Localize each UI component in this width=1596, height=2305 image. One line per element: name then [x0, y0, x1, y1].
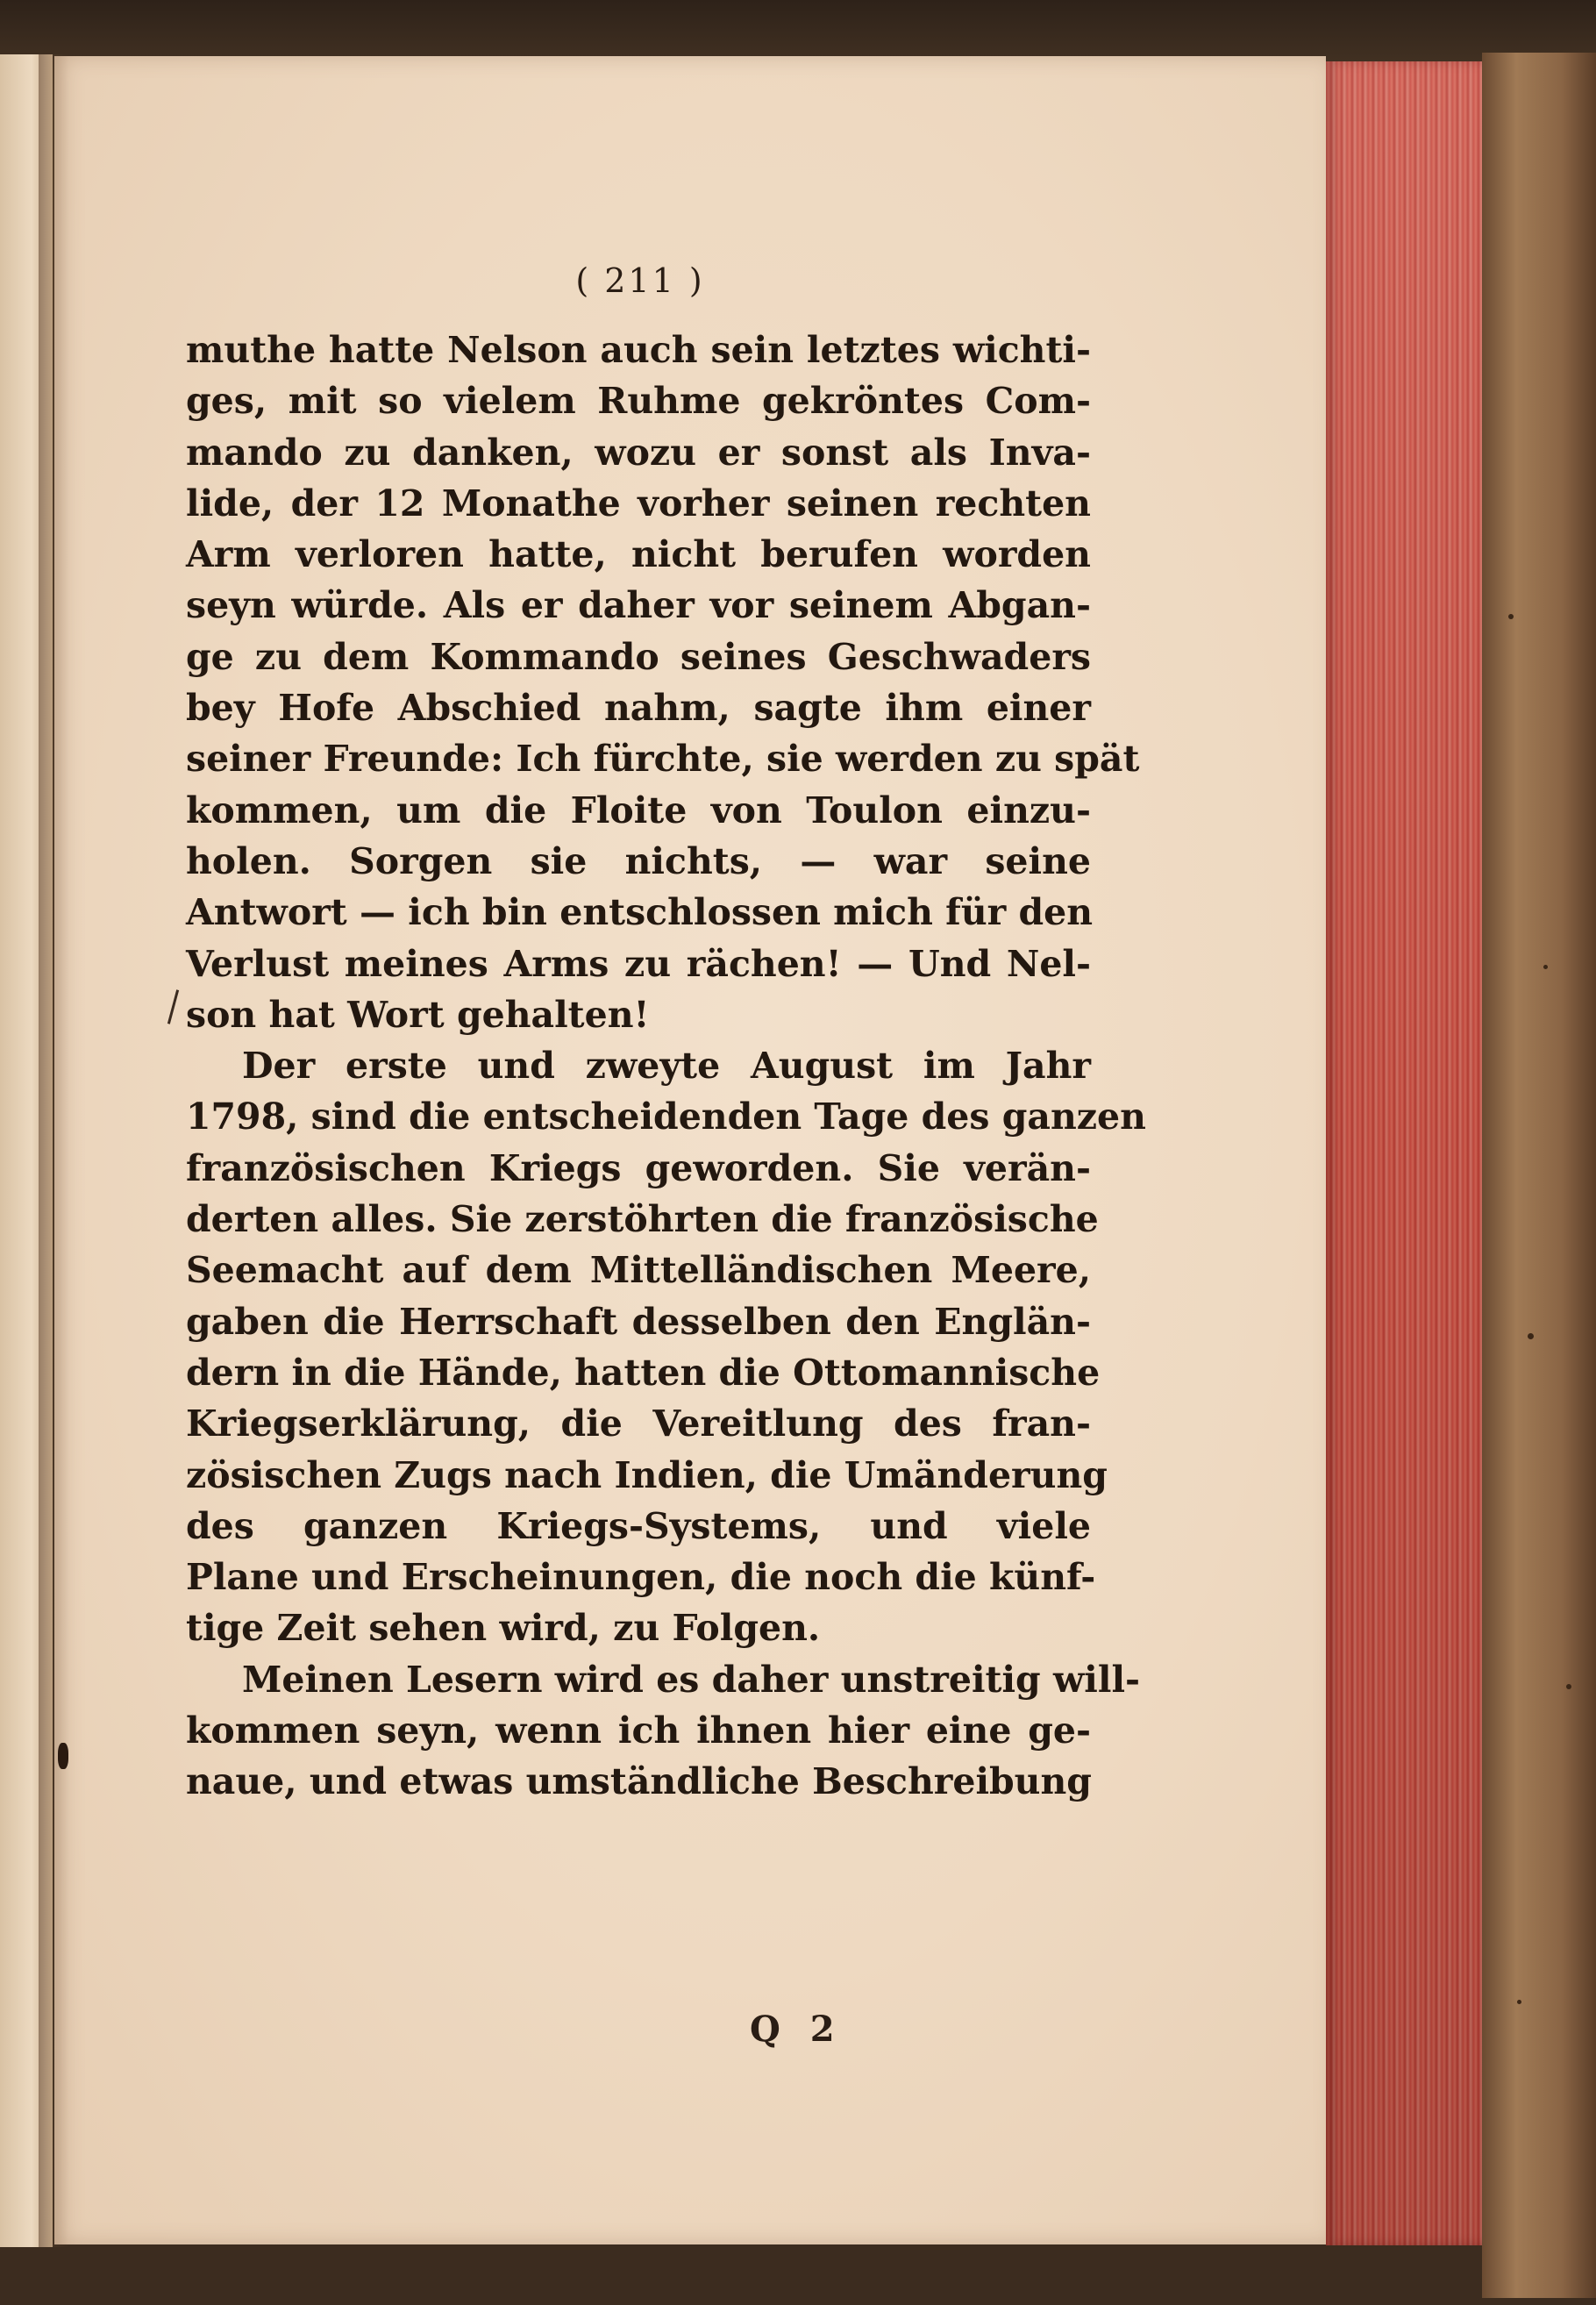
text-line: des ganzen Kriegs-Systems, und viele — [186, 1504, 1091, 1547]
text-line: Plane und Erscheinungen, die noch die künf- — [186, 1556, 1096, 1599]
text-line: Seemacht auf dem Mittelländischen Meere, — [186, 1249, 1091, 1292]
book-cover-edge — [1482, 53, 1596, 2298]
text-line: seyn würde. Als er daher vor seinem Abgan- — [186, 584, 1091, 627]
text-line: gaben die Herrschaft desselben den Englän- — [186, 1300, 1091, 1343]
text-line: Kriegserklärung, die Vereitlung des fran- — [186, 1402, 1091, 1445]
page-header: ( 211 ) — [575, 261, 705, 300]
book-gutter — [39, 54, 68, 2247]
text-line: lide, der 12 Monathe vorher seinen rechten — [186, 482, 1091, 525]
text-line: bey Hofe Abschied nahm, sagte ihm einer — [186, 687, 1091, 730]
text-line: ges, mit so vielem Ruhme gekröntes Com- — [186, 380, 1091, 423]
ink-mark — [58, 1743, 68, 1769]
text-line: mando zu danken, wozu er sonst als Inva- — [186, 431, 1091, 474]
text-line: kommen seyn, wenn ich ihnen hier eine ge- — [186, 1709, 1091, 1752]
text-line: seiner Freunde: Ich fürchte, sie werden zu spät — [186, 738, 1140, 781]
text-line: son hat Wort gehalten! — [186, 993, 650, 1036]
text-line: ge zu dem Kommando seines Geschwaders — [186, 635, 1091, 678]
text-line: tige Zeit sehen wird, zu Folgen. — [186, 1607, 821, 1650]
body-text — [186, 325, 1146, 1808]
text-line: Der erste und zweyte August im Jahr — [242, 1045, 1091, 1088]
red-page-edges — [1326, 61, 1484, 2245]
text-line: dern in die Hände, hatten die Ottomannische — [186, 1351, 1101, 1394]
text-line: zösischen Zugs nach Indien, die Umänderung — [186, 1453, 1108, 1496]
signature-mark: Q 2 — [750, 2009, 844, 2050]
text-line: Verlust meines Arms zu rächen! — Und Nel- — [186, 942, 1091, 985]
text-line: holen. Sorgen sie nichts, — war seine — [186, 839, 1091, 882]
text-line: 1798, sind die entscheidenden Tage des ganzen — [186, 1095, 1146, 1138]
text-line: derten alles. Sie zerstöhrten die französische — [186, 1198, 1099, 1241]
text-line: Antwort — ich bin entschlossen mich für den — [186, 891, 1094, 934]
text-line: kommen, um die Floite von Toulon einzu- — [186, 789, 1091, 831]
text-line: muthe hatte Nelson auch sein letztes wichti- — [186, 329, 1091, 371]
text-line: naue, und etwas umständliche Beschreibung — [186, 1760, 1092, 1803]
text-line: französischen Kriegs geworden. Sie verän- — [186, 1146, 1091, 1189]
text-line: Meinen Lesern wird es daher unstreitig will- — [242, 1658, 1141, 1701]
text-line: Arm verloren hatte, nicht berufen worden — [186, 533, 1091, 576]
